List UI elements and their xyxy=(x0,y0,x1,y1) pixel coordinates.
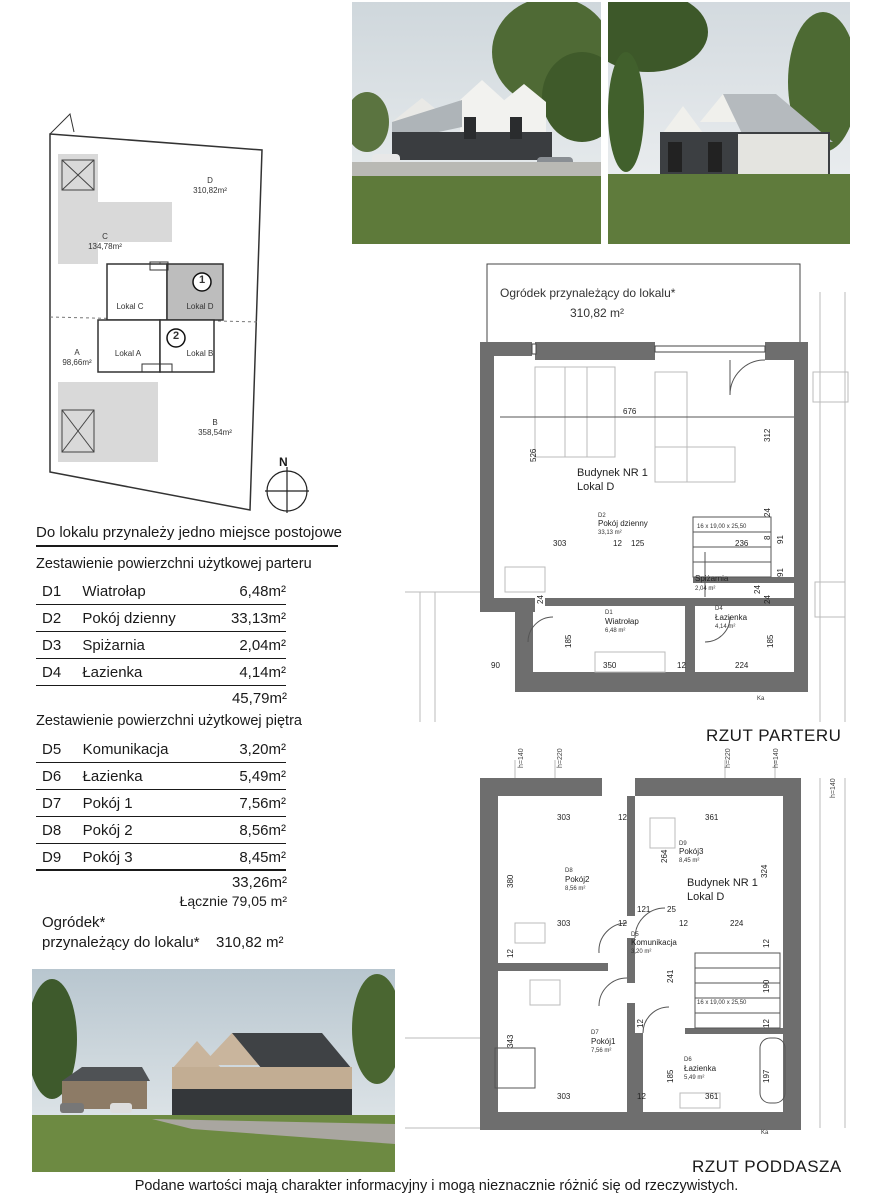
area-row xyxy=(36,790,286,817)
dim-h343: 343 xyxy=(506,1034,515,1048)
room-name: Wiatrołap xyxy=(82,578,209,605)
height-140c: h=140 xyxy=(830,778,837,798)
room-d1-code: D1 xyxy=(605,610,613,616)
upper-floor-plan xyxy=(405,748,855,1158)
dim-h190: 190 xyxy=(762,979,771,993)
room-code: D6 xyxy=(36,763,83,790)
unit-label: Lokal D xyxy=(577,481,615,493)
dim-h380: 380 xyxy=(506,874,515,888)
area-row xyxy=(36,736,286,763)
dim-676: 676 xyxy=(623,407,637,416)
dim-185b: 185 xyxy=(766,634,775,648)
upper-plan-title: RZUT PODDASZA xyxy=(692,1157,842,1176)
dim-h241: 241 xyxy=(666,969,675,983)
room-name: Łazienka xyxy=(82,659,209,686)
unit-a-label: Lokal A xyxy=(114,349,142,358)
room-d4-name: Łazienka xyxy=(715,613,748,622)
dim-312: 312 xyxy=(763,428,772,442)
room-area: 6,48m² xyxy=(210,578,286,605)
dim-125: 125 xyxy=(631,539,645,548)
room-d8-area: 8,56 m² xyxy=(565,886,586,892)
room-area: 3,20m² xyxy=(210,736,286,763)
north-label: N xyxy=(279,455,288,469)
room-d3-area: 2,04 m² xyxy=(695,586,716,592)
upper-building-label: Budynek NR 1 xyxy=(687,877,758,889)
dim-h12b: 12 xyxy=(762,939,771,948)
room-area: 8,56m² xyxy=(210,817,286,844)
building-number-1: 1 xyxy=(198,274,206,286)
garden-area: 310,82 m² xyxy=(216,934,284,951)
room-d4-code: D4 xyxy=(715,606,723,612)
area-row xyxy=(36,632,286,659)
upper-floor-heading: Zestawienie powierzchni użytkowej piętra xyxy=(36,713,302,729)
dim-24b: 24 xyxy=(763,595,772,604)
room-d7-name: Pokój1 xyxy=(591,1037,616,1046)
upper-ka-label: Ka xyxy=(761,1130,769,1136)
area-row xyxy=(36,605,286,632)
dim-91b: 91 xyxy=(776,568,785,577)
room-d6-area: 5,49 m² xyxy=(684,1075,705,1081)
dim-h264: 264 xyxy=(660,849,669,863)
room-d9-area: 8,45 m² xyxy=(679,858,700,864)
ground-floor-plan xyxy=(405,262,855,722)
grand-total: Łącznie 79,05 m² xyxy=(179,893,287,909)
garden-area-label: 310,82 m² xyxy=(570,306,625,320)
room-d7-area: 7,56 m² xyxy=(591,1048,612,1054)
room-d2-area: 33,13 m² xyxy=(598,530,622,536)
dim-236: 236 xyxy=(735,539,749,548)
room-area: 4,14m² xyxy=(210,659,286,686)
height-220b: h=220 xyxy=(725,748,732,768)
parking-rule xyxy=(36,545,338,547)
ground-plan-title: RZUT PARTERU xyxy=(706,726,842,745)
dim-8: 8 xyxy=(763,535,772,540)
room-d9-code: D9 xyxy=(679,841,687,847)
room-code: D8 xyxy=(36,817,83,844)
dim-24d: 24 xyxy=(753,585,762,594)
dim-12b: 12 xyxy=(677,661,686,670)
area-row xyxy=(36,817,286,844)
dim-90: 90 xyxy=(491,661,500,670)
dim-h324: 324 xyxy=(760,864,769,878)
room-d1-area: 6,48 m² xyxy=(605,628,626,634)
room-d7-code: D7 xyxy=(591,1030,599,1036)
dim-91a: 91 xyxy=(776,535,785,544)
room-area: 2,04m² xyxy=(210,632,286,659)
render-side-view xyxy=(608,2,850,244)
unit-c-label: Lokal C xyxy=(116,302,144,311)
upper-stairs-label: 16 x 19,00 x 25,50 xyxy=(697,1000,747,1006)
dim-h12a: 12 xyxy=(506,949,515,958)
ground-floor-heading: Zestawienie powierzchni użytkowej parteru xyxy=(36,556,312,572)
area-row xyxy=(36,578,286,605)
room-d5-name: Komunikacja xyxy=(631,938,677,947)
room-code: D7 xyxy=(36,790,83,817)
garden-label: Ogródek przynależący do lokalu* xyxy=(500,286,676,300)
dim-h12d: 12 xyxy=(636,1019,645,1028)
upper-floor-table xyxy=(36,736,286,871)
room-name: Łazienka xyxy=(83,763,210,790)
dim-b12: 12 xyxy=(637,1092,646,1101)
room-d2-name: Pokój dzienny xyxy=(598,519,648,528)
room-code: D5 xyxy=(36,736,83,763)
garden-line2: przynależący do lokalu* xyxy=(42,934,200,951)
upper-floor-rule xyxy=(36,869,286,871)
plot-c-label: C 134,78m² xyxy=(88,232,122,251)
room-area: 5,49m² xyxy=(210,763,286,790)
ground-floor-table xyxy=(36,578,286,686)
building-number-2: 2 xyxy=(172,330,180,342)
dim-b361: 361 xyxy=(705,1092,719,1101)
dim-m224: 224 xyxy=(730,919,744,928)
room-d6-code: D6 xyxy=(684,1057,692,1063)
dim-h197: 197 xyxy=(762,1069,771,1083)
plot-a-label: A 98,66m² xyxy=(62,348,92,367)
room-area: 33,13m² xyxy=(210,605,286,632)
room-d3-name: Spiżarnia xyxy=(695,574,729,583)
upper-floor-total: 33,26m² xyxy=(231,874,287,891)
area-row xyxy=(36,844,286,871)
room-d8-code: D8 xyxy=(565,868,573,874)
parking-note: Do lokalu przynależy jedno miejsce postojowe xyxy=(36,524,342,541)
dim-12: 12 xyxy=(613,539,622,548)
dim-526: 526 xyxy=(529,448,538,462)
ka-label: Ka xyxy=(757,696,765,702)
dim-m12: 12 xyxy=(618,919,627,928)
room-name: Pokój dzienny xyxy=(82,605,209,632)
room-d8-name: Pokój2 xyxy=(565,875,590,884)
dim-350: 350 xyxy=(603,661,617,670)
plot-d-label: D 310,82m² xyxy=(193,176,227,195)
dim-303: 303 xyxy=(553,539,567,548)
north-arrow xyxy=(265,455,311,515)
upper-unit-label: Lokal D xyxy=(687,891,725,903)
dim-b303: 303 xyxy=(557,1092,571,1101)
room-d4-area: 4,14 m² xyxy=(715,624,736,630)
garden-line1: Ogródek* xyxy=(42,914,106,931)
dim-t361: 361 xyxy=(705,813,719,822)
room-name: Pokój 2 xyxy=(83,817,210,844)
dim-185a: 185 xyxy=(564,634,573,648)
room-name: Komunikacja xyxy=(83,736,210,763)
room-area: 8,45m² xyxy=(210,844,286,871)
dim-h185: 185 xyxy=(666,1069,675,1083)
room-code: D4 xyxy=(36,659,82,686)
room-code: D2 xyxy=(36,605,82,632)
render-street-view xyxy=(32,969,395,1172)
disclaimer: Podane wartości mają charakter informacyjny i mogą nieznacznie różnić się od rzeczywistych. xyxy=(134,1178,739,1194)
render-front-view xyxy=(352,2,601,244)
room-d9-name: Pokój3 xyxy=(679,847,704,856)
unit-d-label: Lokal D xyxy=(186,302,214,311)
dim-m25: 25 xyxy=(667,905,676,914)
room-d1-name: Wiatrołap xyxy=(605,617,639,626)
dim-t303: 303 xyxy=(557,813,571,822)
building-label: Budynek NR 1 xyxy=(577,467,648,479)
height-220a: h=220 xyxy=(557,748,564,768)
area-row xyxy=(36,659,286,686)
dim-24a: 24 xyxy=(763,508,772,517)
area-row xyxy=(36,763,286,790)
room-code: D9 xyxy=(36,844,83,871)
unit-b-label: Lokal B xyxy=(186,349,214,358)
room-name: Pokój 1 xyxy=(83,790,210,817)
room-d5-code: D5 xyxy=(631,932,639,938)
dim-224: 224 xyxy=(735,661,749,670)
room-area: 7,56m² xyxy=(210,790,286,817)
room-code: D3 xyxy=(36,632,82,659)
room-name: Pokój 3 xyxy=(83,844,210,871)
dim-m121: 121 xyxy=(637,905,651,914)
dim-t12: 12 xyxy=(618,813,627,822)
room-code: D1 xyxy=(36,578,82,605)
dim-h12c: 12 xyxy=(762,1019,771,1028)
room-name: Spiżarnia xyxy=(82,632,209,659)
stairs-label: 16 x 19,00 x 25,50 xyxy=(697,524,747,530)
plot-b-label: B 358,54m² xyxy=(198,418,232,437)
height-140a: h=140 xyxy=(518,748,525,768)
room-d2-code: D2 xyxy=(598,513,606,519)
site-plan xyxy=(40,112,340,512)
room-d6-name: Łazienka xyxy=(684,1064,717,1073)
ground-floor-total: 45,79m² xyxy=(231,690,287,707)
dim-m12b: 12 xyxy=(679,919,688,928)
room-d5-area: 3,20 m² xyxy=(631,949,652,955)
height-140b: h=140 xyxy=(773,748,780,768)
dim-m303: 303 xyxy=(557,919,571,928)
dim-24c: 24 xyxy=(536,595,545,604)
